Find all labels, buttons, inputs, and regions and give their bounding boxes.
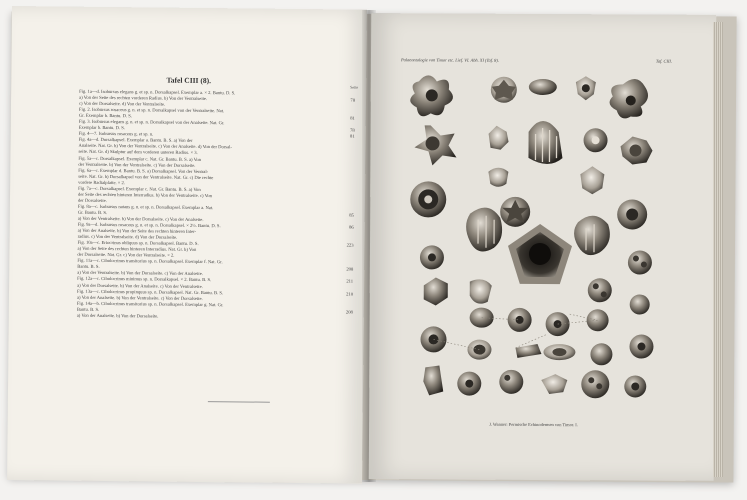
fossil-fig-8c bbox=[628, 250, 652, 274]
caption-line-text: a) Von der Seite des rechten vorderen Radius. b) Von der Ventralseite. bbox=[79, 94, 208, 102]
fossil-fig-7b bbox=[574, 216, 610, 256]
caption-line-text: Gr. Bantu. B. S. bbox=[77, 209, 108, 215]
caption-line-text: Analseite. Nat. Gr. b) Von der Ventralseite. c) Von der Analseite. d) Von der Dorsal- bbox=[78, 143, 232, 150]
caption-page-number: 81 bbox=[350, 133, 355, 139]
fossil-fig-9d bbox=[630, 294, 650, 314]
caption-line-text: Bantu. B. S. bbox=[76, 306, 100, 312]
fossil-fig-14c bbox=[581, 370, 609, 398]
fossil-fig-8-large bbox=[508, 224, 572, 284]
fossil-fig-6a bbox=[410, 181, 446, 217]
caption-line-text: Fig. 4a—d. Dorsalkapsel. Exemplar a. Bantu. B. S. a) Von der bbox=[78, 137, 193, 144]
caption-line-text: a) Von der Analseite. b) Von der Ventralseite. c) Von der Dorsalseite. bbox=[76, 294, 203, 301]
fossil-fig-13a bbox=[629, 334, 653, 358]
fossil-fig-4a bbox=[489, 126, 509, 150]
caption-line-text: Gr. Exemplar b. Bantu. D. S. bbox=[78, 112, 132, 119]
caption-line-text: Fig. 8a—c. Isobursus natans g. n. et sp. n. Dorsalkapsel. Exemplar a. Nat. bbox=[77, 203, 214, 211]
fossil-fig-4c bbox=[583, 128, 607, 152]
fossil-fig-14d bbox=[624, 375, 646, 397]
caption-page-number: 85 bbox=[349, 212, 354, 218]
fossil-fig-7a bbox=[466, 207, 502, 251]
fossil-plate-illustration bbox=[369, 13, 716, 481]
fossil-fig-9a bbox=[470, 279, 492, 303]
caption-line-text: der Ventralseite. b) Von der Ventralseite. c) Von der Dorsalseite. bbox=[78, 161, 196, 168]
caption-page-number: 208 bbox=[346, 266, 354, 272]
caption-line-text: vordere Radialplatte. × 2. bbox=[78, 179, 126, 185]
fossil-fig-12c bbox=[590, 343, 612, 365]
fossil-fig-13b bbox=[423, 365, 443, 395]
fossil-fig-1b bbox=[491, 77, 517, 103]
fossil-fig-4b bbox=[528, 121, 562, 164]
fossil-fig-9b bbox=[588, 278, 612, 302]
caption-line-text: Exemplar b. Bantu. D. S. bbox=[78, 124, 125, 131]
caption-line-text: a) Von der Analseite. b) Von der Seite des rechten hinteren Inter- bbox=[77, 227, 197, 235]
fossil-fig-2 bbox=[609, 79, 648, 119]
caption-line-text: Fig. 7a—c. Dorsalkapsel. Exemplar c. Nat. Gr. Bantu. B. S. a) Von bbox=[78, 185, 201, 192]
fossil-fig-14b bbox=[541, 374, 567, 394]
fossil-fig-14a bbox=[499, 370, 523, 394]
caption-line-text: a) Von der Ventralseite. b) Von der Dorsalseite. c) Von der Analseite. bbox=[77, 270, 203, 277]
fossil-fig-9c bbox=[424, 277, 448, 305]
caption-line-text: Fig. 4—7. Isobursus rosaceus g. et sp. n. bbox=[78, 131, 154, 137]
fossil-fig-1a bbox=[410, 75, 453, 116]
caption-line-text: Fig. 2. Isobursus rosaceus g. n. et sp. n. Dorsalkapsel von der Ventralseite. Nat. bbox=[78, 106, 225, 114]
fossil-fig-11b bbox=[420, 326, 446, 352]
fossil-fig-13c bbox=[457, 372, 481, 396]
fossil-fig-8b bbox=[420, 245, 444, 269]
caption-line-text: a) Von der Dorsalseite. b) Von der Analseite. c) Von der Ventralseite. bbox=[77, 282, 203, 289]
page-column-label: Seite bbox=[350, 84, 359, 90]
caption-page-number: 81 bbox=[350, 115, 355, 121]
book-page-edges bbox=[713, 22, 723, 477]
fossil-fig-1c bbox=[529, 79, 557, 95]
caption-line-text: Fig. 11a—c. Cibolocrinus transitorius sp. n. Dorsalkapsel. Exemplar f. Nat. Gr. bbox=[77, 258, 223, 265]
caption-line-text: Fig. 10a—c. Eriocrinus obliquus sp. n. Dorsalkapsel. Bantu. D. S. bbox=[77, 239, 199, 247]
fossil-fig-1d bbox=[576, 76, 596, 100]
fossil-fig-4d bbox=[620, 136, 652, 164]
plate-number: Taf. CIII. bbox=[655, 58, 672, 64]
caption-page-number: 78 bbox=[350, 127, 355, 133]
caption-page-number: 208 bbox=[345, 309, 353, 315]
fossil-fig-3 bbox=[414, 125, 456, 165]
caption-line-text: der Dorsalseite. bbox=[77, 197, 107, 203]
caption-line-text: Fig. 1a—d. Isobursus elegans g. et sp. n. Dorsalkapsel. Exemplar a. × 2. Bantu. D. S. bbox=[79, 88, 236, 96]
caption-line-text: a) Von der Seite des rechten hinteren Interradius. Nat. Gr. b) Von bbox=[77, 245, 197, 253]
caption-line-text: a) Von der Analseite. b) Von der Dorsalseite. bbox=[76, 312, 159, 319]
fossil-fig-5a bbox=[488, 168, 508, 187]
left-page bbox=[7, 6, 367, 484]
caption-line-text: Fig. 3. Isobursus elegans g. n. et sp. n. Dorsalkapsel von der Analseite. Nat. Gr. bbox=[78, 118, 225, 126]
caption-line-text: radius. c) Von der Ventralseite. d) Von der Dorsalseite. bbox=[77, 233, 178, 240]
caption-page-number: 223 bbox=[346, 242, 354, 248]
right-page bbox=[369, 13, 716, 481]
plate-footer-credit: J. Wanner: Permische Echinodermen von Timor. I. bbox=[489, 421, 578, 428]
caption-line-text: Fig. 6a—c. Exemplar d. Bantu. B. S. a) Dorsalkapsel. Von der Ventral- bbox=[78, 167, 209, 174]
caption-line-text: Fig. 14a—b. Cibolocrinus transitorius sp. n. Dorsalkapsel. Exemplar g. Nat. Gr. bbox=[76, 300, 224, 307]
caption-line-text: Fig. 13a—c. Cibolocrinus propinquus sp. n. Dorsalkapsel. Nat. Gr. Bantu. B. S. bbox=[76, 288, 224, 295]
fossil-fig-6b bbox=[500, 197, 530, 227]
caption-line-text: seite. Nat. Gr. d) Skulptur auf dem vorderen unteren Radius. × 3. bbox=[78, 149, 198, 156]
caption-line-text: Fig. 5a—c. Dorsalkapsel. Exemplar c. Nat. Gr. Bantu. B. S. a) Von bbox=[78, 155, 202, 162]
caption-line-text: a) Von der Ventralseite. b) Von der Dorsalseite. c) Von der Analseite. bbox=[77, 215, 204, 223]
fossil-fig-12b bbox=[543, 344, 575, 360]
caption-page-number: 210 bbox=[346, 291, 354, 297]
caption-line-text: c) Von der Dorsalseite. d) Von der Ventralseite. bbox=[78, 100, 166, 107]
caption-line-text: Bantu. B. S. bbox=[77, 264, 100, 270]
plate-caption-list bbox=[77, 89, 355, 322]
caption-page-number: 86 bbox=[349, 224, 354, 230]
fossil-fig-5b bbox=[580, 166, 604, 194]
caption-line-text: Fig. 9a—d. Isobursus rosaceus g. n. et sp. n. Dorsalkapsel. × 2½. Bantu. D. S. bbox=[77, 221, 221, 229]
caption-line-text: der Dorsalseite. Nat. Gr. c) Von der Ventralseite. × 2. bbox=[77, 251, 175, 258]
plate-running-header: Palaeontologie von Timor etc. Lief. VI. Abh. XI (Taf. 8). bbox=[400, 57, 499, 63]
caption-page-number: 78 bbox=[350, 97, 356, 103]
caption-line-text: seite. Nat. Gr. b) Dorsalkapsel von der Ventralseite. Nat. Gr. c) Die rechte bbox=[78, 173, 214, 180]
plate-caption-title: Tafel CIII (8). bbox=[166, 75, 212, 86]
caption-line-text: Fig. 12a—c. Cibolocrinus minimus sp. n. Dorsalkapsel. × 2. Bantu. B. S. bbox=[77, 276, 212, 283]
fossil-fig-11c bbox=[467, 340, 491, 360]
caption-page-number: 211 bbox=[346, 278, 354, 285]
fossil-fig-6c bbox=[617, 199, 647, 229]
fossil-fig-10b bbox=[508, 308, 532, 332]
caption-end-rule bbox=[208, 401, 270, 403]
caption-line-text: der Seite des rechten hinteren Interradius. b) Von der Ventralseite. c) Von bbox=[78, 191, 212, 198]
